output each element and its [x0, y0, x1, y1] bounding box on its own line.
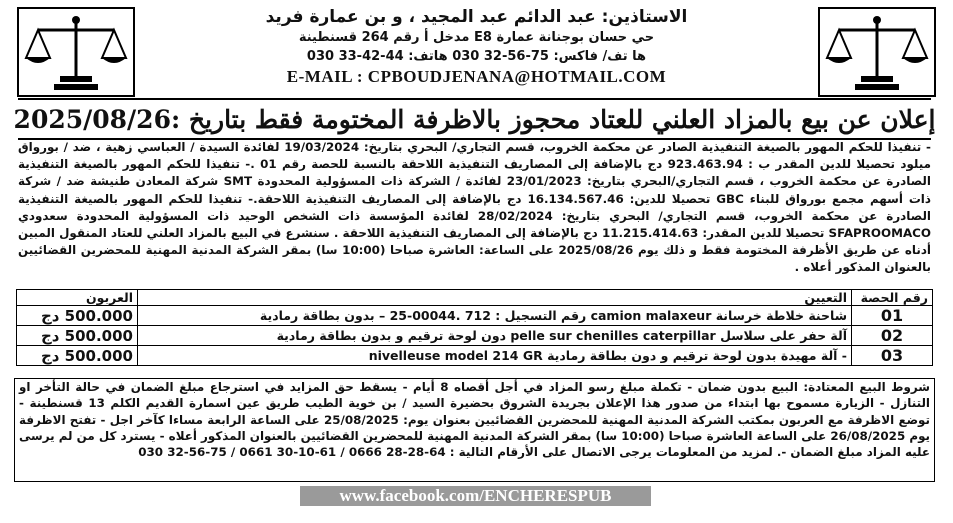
facebook-link[interactable]: www.facebook.com/ENCHERESPUB	[300, 486, 651, 506]
scales-of-justice-logo-right	[817, 6, 937, 98]
office-email: E-MAIL : CPBOUDJENANA@HOTMAIL.COM	[286, 67, 667, 86]
header-deposit: العربون	[17, 290, 138, 306]
lots-table	[16, 289, 933, 366]
scales-icon	[16, 6, 136, 98]
lot-deposit: 500.000 دج	[17, 346, 138, 366]
table-row	[17, 346, 933, 366]
lot-number: 02	[852, 326, 933, 346]
announcement-title: إعلان عن بيع بالمزاد العلني للعتاد محجوز بالاظرفة المختومة فقط بتاريخ :2025/08/26	[13, 104, 936, 134]
office-address: حي حسان بوجنانة عمارة E8 مدخل أ رقم 264 قسنطينة	[298, 30, 655, 45]
lot-deposit: 500.000 دج	[17, 306, 138, 326]
lot-deposit: 500.000 دج	[17, 326, 138, 346]
lot-description: آلة حفر على سلاسل pelle sur chenilles caterpillar دون لوحة ترقيم و بدون بطاقة رمادية	[138, 326, 852, 346]
lot-description: - آلة مهيدة بدون لوحة ترقيم و دون بطاقة رمادية nivelleuse model 214 GR	[138, 346, 852, 366]
header-lot-number: رقم الحصة	[852, 290, 933, 306]
scales-of-justice-logo-left	[16, 6, 136, 98]
letterhead	[10, 6, 943, 98]
announcement-title-bar	[13, 98, 936, 140]
table-header-row	[17, 290, 933, 306]
lot-number: 03	[852, 346, 933, 366]
lawyers-names: الاستاذين: عبد الدائم عبد المجيد ، و بن عمارة فريد	[265, 7, 688, 27]
table-row	[17, 326, 933, 346]
letterhead-text	[160, 6, 793, 87]
sale-terms: شروط البيع المعتادة: البيع بدون ضمان - تكملة مبلغ رسو المزاد في أجل أقصاه 8 أيام - يسقط حق المزايد في استرجاع مبلغ الضمان في حالة التأخر او التنازل - الزيارة مسموح بها ابتداء من صدور هذا الإعلان بجريدة الشروق بحضيرة السيد / بن خوية الطيب طريق عين اسمارة القديم الكلم 13 قسنطينة - توضع الاظرفة مع العربون بمكتب الشركة المدنية المهنية للمحضرين القضائيين بعنوان يوم: 25/08/2025 على الساعة الرابعة مساءا كآخر اجل - تفتح الاظرفة يوم 26/08/2025 على الساعة العاشرة صباحا (10:00 سا) بمقر الشركة المدنية المهنية للمحضرين القضائيين بالعنوان المذكور أعلاه - يسترد كل من لم يرسى عليه المزاد مبلغ الضمان -. لمزيد من المعلومات يرجى الاتصال على الأرقام التالية : 64-28-28 0666 / 61-10-30 0661 / 75-56-32 030	[14, 378, 935, 482]
body-paragraph: - تنفيذا للحكم المهور بالصيغة التنفيذية الصادر عن محكمة الخروب، قسم التجاري/ البحري بتاريخ: 19/03/2024 لفائدة السيدة / العباسي زهية ، ضد / بورواق ميلود تحصيلا للدين المقدر ب : 923.463.94 دج بالإضافة إلى المصاريف التنفيذية اللاحقة بالنسبة للحصة رقم 01 .- تنفيذا للحكم المهور بالصيغة التنفيذية الصادرة عن محكمة الخروب ، قسم التجاري/البحري بتاريخ: 23/01/2023 لفائدة / الشركة ذات المسؤولية المحدودة SMT شركة المعادن طنيشة ضد / شركة ذات أسهم مجمع بورواق للبناء GBC تحصيلا للدين: 16.134.567.46 دج بالإضافة إلى المصاريف التنفيذية اللاحقة.- تنفيذا للحكم المهور بالصيغة التنفيذية الصادرة عن محكمة الخروب، قسم التجاري/ البحري بتاريخ: 28/02/2024 لفائدة المؤسسة ذات الشخص الوحيد ذات المسؤولية المحدودة سعدودي SFAPROOMACO تحصيلا للدين المقدر: 11.215.414.63 دج بالإضافة إلى المصاريف التنفيذية اللاحقة . سنشرع في البيع بالمزاد العلني للعتاد المنقول المبين أدناه عن طريق الأظرفة المختومة فقط و ذلك يوم 2025/08/26 على الساعة: العاشرة صباحا (10:00 سا) بمقر الشركة المدنية المهنية للمحضرين القضائيين بالعنوان المذكور أعلاه .	[18, 140, 931, 275]
header-designation: التعيين	[138, 290, 852, 306]
scales-icon	[817, 6, 937, 98]
announcement-body	[18, 139, 931, 277]
table-row	[17, 306, 933, 326]
lot-number: 01	[852, 306, 933, 326]
lot-description: شاحنة خلاطة خرسانة camion malaxeur رقم التسجيل : 712 .00044-25 – بدون بطاقة رمادية	[138, 306, 852, 326]
office-phone: ها تف/ فاكس: 75-56-32 030 هاتف: 44-42-33 030	[306, 49, 647, 64]
